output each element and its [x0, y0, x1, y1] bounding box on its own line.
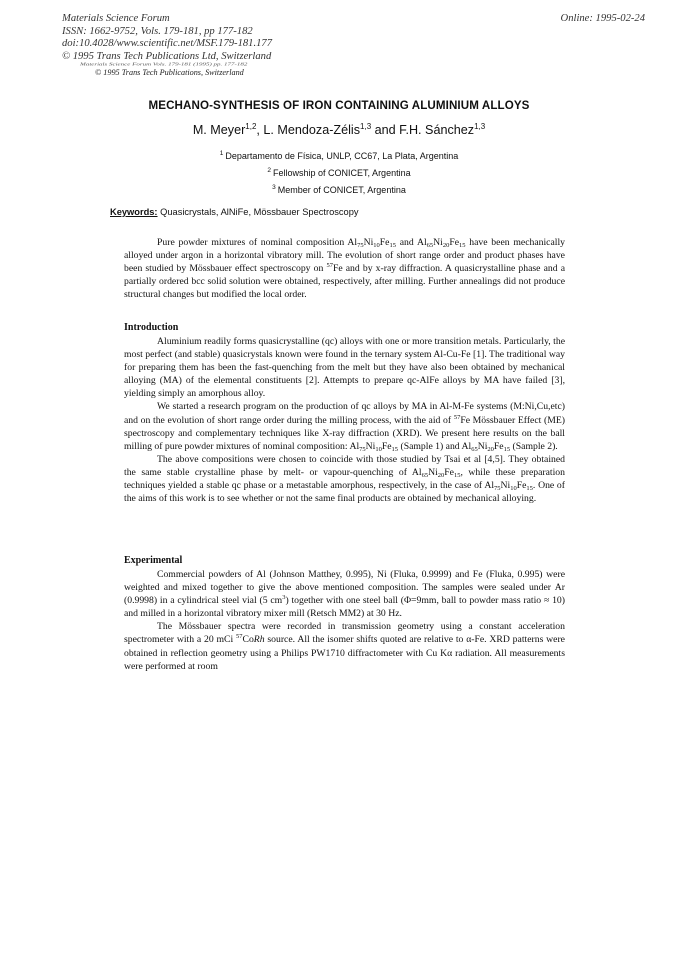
- subscript: 65: [421, 471, 429, 479]
- text-run: Fe: [493, 440, 504, 452]
- subscript: 20: [487, 445, 494, 453]
- text-run: Ni: [477, 440, 488, 452]
- text-run: Ni: [433, 237, 443, 248]
- superscript: 57: [453, 413, 461, 421]
- text-run: have been mechanically alloyed under argon in a horizontal vibratory mill. The evolution of short range order and product phases have been studied by Mössbauer effect spectroscopy on: [124, 237, 565, 275]
- author-list: [0, 122, 678, 137]
- section-heading-introduction: Introduction: [124, 322, 179, 333]
- text-run: (Sample 1) and Al: [398, 440, 472, 452]
- affiliation: [0, 150, 678, 161]
- subscript: 15: [389, 242, 396, 249]
- online-date: Online: 1995-02-24: [560, 13, 645, 24]
- affiliation-number: 3: [272, 184, 276, 191]
- text-run: Fe: [449, 237, 460, 248]
- text-run: and Al: [395, 237, 427, 248]
- text-run: Fe Mössbauer Effect (ME) spectroscopy and complementary techniques like X-ray diffraction (XRD). We present here results on the ball milling of pure powder mixtures of nominal composition: Al: [124, 414, 565, 452]
- subscript: 15: [526, 485, 533, 493]
- body-paragraph: Aluminium readily forms quasicrystalline (qc) alloys with one or more transition metals. Particularly, the most perfect (and stable) quasicrystals known were found in the ternary system Al-Cu-Fe [1]. The traditional way for preparing them has been the fast-quenching from the melt but they have also been obtained by mechanical alloying (MA) of the elemental constituents [2]. Attempts to prepare qc-AlFe alloys by MA have failed [3], yielding simply an amorphous alloy.: [124, 336, 565, 400]
- keywords-label: Keywords:: [110, 207, 158, 217]
- text-run: , while these preparation techniques yielded a stable qc phase or a metastable amorphous, respectively, in the case of Al: [124, 466, 565, 492]
- text-run: Pure powder mixtures of nominal composition Al: [157, 237, 358, 248]
- subscript: 75: [357, 242, 364, 249]
- body-paragraph: [124, 568, 565, 620]
- issn-line: ISSN: 1662-9752, Vols. 179-181, pp 177-182: [62, 25, 253, 37]
- abstract-paragraph: [124, 236, 565, 301]
- section-heading-experimental: Experimental: [124, 555, 183, 566]
- abstract: [124, 236, 565, 301]
- subscript: 10: [373, 242, 380, 249]
- body-paragraph: [124, 620, 565, 672]
- text-run: Fe: [516, 480, 527, 492]
- superscript: 3: [282, 594, 286, 602]
- text-run: (Sample 2).: [510, 440, 558, 452]
- author-affil-ref: 1,3: [474, 122, 486, 131]
- subscript: 20: [437, 471, 445, 479]
- author-separator: ,: [256, 123, 264, 137]
- affiliation-text: Fellowship of CONICET, Argentina: [273, 168, 411, 178]
- text-run: ) together with one steel ball (Φ=9mm, ball to powder mass ratio ≈ 10) and milled in a horizontal vibratory mixer mill (Retsch MM2) at 30 Hz.: [124, 595, 565, 620]
- author-name: F.H. Sánchez: [399, 123, 475, 137]
- affiliation-number: 2: [267, 167, 272, 174]
- subscript: 75: [359, 445, 366, 453]
- subscript: 75: [494, 485, 501, 493]
- superscript: 57: [235, 633, 243, 641]
- text-run: The Mössbauer spectra were recorded in transmission geometry using a constant acceleration spectrometer with a 20 mCi: [124, 621, 565, 646]
- text-run: Commercial powders of Al (Johnson Matthey, 0.995), Ni (Fluka, 0.9999) and Fe (Fluka, 0.995) were weighted and mixed together to give the above mentioned composition. The samples were sealed under Ar (0.9998) in a cylindrical steel vial (5 cm: [124, 569, 565, 607]
- subscript: 15: [503, 445, 511, 453]
- subscript: 65: [471, 445, 478, 453]
- text-run: Fe and by x-ray diffraction. A quasicrystalline phase and a partially ordered bcc solid solution were obtained, respectively, after milling. Further annealings did not produce structural changes but modified the local order.: [124, 263, 565, 301]
- text-run: Ni: [428, 466, 438, 478]
- text-run: Ni: [500, 480, 511, 492]
- affiliation-text: Member of CONICET, Argentina: [277, 185, 406, 195]
- text-run-italic: Rh: [253, 634, 265, 646]
- paper-title: MECHANO-SYNTHESIS OF IRON CONTAINING ALUMINIUM ALLOYS: [148, 99, 530, 112]
- text-run: Fe: [381, 440, 392, 452]
- subscript: 65: [426, 242, 434, 249]
- journal-name: Materials Science Forum: [62, 13, 170, 24]
- superscript: 57: [326, 262, 333, 270]
- affiliation-number: 1: [219, 150, 224, 157]
- text-run: source. All the isomer shifts quoted are relative to α-Fe. XRD patterns were obtained in reflection geometry using a Philips PW1710 diffractometer with Cu Kα radiation. All measurements were performed at room: [124, 634, 565, 672]
- subscript: 15: [459, 242, 466, 249]
- body-paragraph: [124, 400, 565, 452]
- text-run: Fe: [444, 466, 454, 478]
- text-run: Co: [242, 634, 254, 646]
- original-copyright: © 1995 Trans Tech Publications, Switzerland: [95, 68, 244, 77]
- keywords: [110, 207, 359, 217]
- subscript: 10: [510, 485, 517, 493]
- text-run: Ni: [363, 237, 374, 248]
- text-run: Ni: [365, 440, 376, 452]
- keywords-text: Quasicrystals, AlNiFe, Mössbauer Spectroscopy: [160, 207, 359, 217]
- affiliation: [0, 184, 678, 195]
- subscript: 10: [375, 445, 382, 453]
- author-name: M. Meyer: [192, 123, 246, 137]
- introduction-body: [124, 335, 565, 505]
- copyright-line: © 1995 Trans Tech Publications Ltd, Switzerland: [62, 50, 272, 62]
- author-separator: and: [371, 123, 400, 137]
- author-name: L. Mendoza-Zélis: [263, 123, 361, 137]
- overprinted-citation: Materials Science Forum Vols. 179-181 (1995) pp. 177-182: [80, 62, 248, 67]
- subscript: 20: [442, 242, 450, 249]
- affiliation-text: Departamento de Física, UNLP, CC67, La Plata, Argentina: [225, 151, 459, 161]
- experimental-body: [124, 568, 565, 673]
- doi-line[interactable]: doi:10.4028/www.scientific.net/MSF.179-181.177: [62, 38, 272, 50]
- text-run: . One of the aims of this work is to see whether or not the same final products are obtained by mechanical alloying.: [124, 480, 566, 505]
- publication-meta: [62, 13, 622, 63]
- affiliation: [0, 167, 678, 178]
- text-run: Fe: [379, 237, 390, 248]
- author-affil-ref: 1,3: [360, 122, 372, 131]
- text-run: The above compositions were chosen to coincide with those studied by Tsai et al [4,5]. They obtained the same stable crystalline phase by melt- or vapour-quenching of Al: [124, 453, 565, 478]
- subscript: 15: [391, 445, 399, 453]
- author-affil-ref: 1,2: [245, 122, 257, 131]
- body-paragraph: [124, 453, 565, 505]
- text-run: We started a research program on the production of qc alloys by MA in Al-M-Fe systems (M:Ni,Cu,etc) and on the evolution of short range order during the milling process, with the aid of: [124, 401, 565, 426]
- subscript: 15: [453, 471, 461, 479]
